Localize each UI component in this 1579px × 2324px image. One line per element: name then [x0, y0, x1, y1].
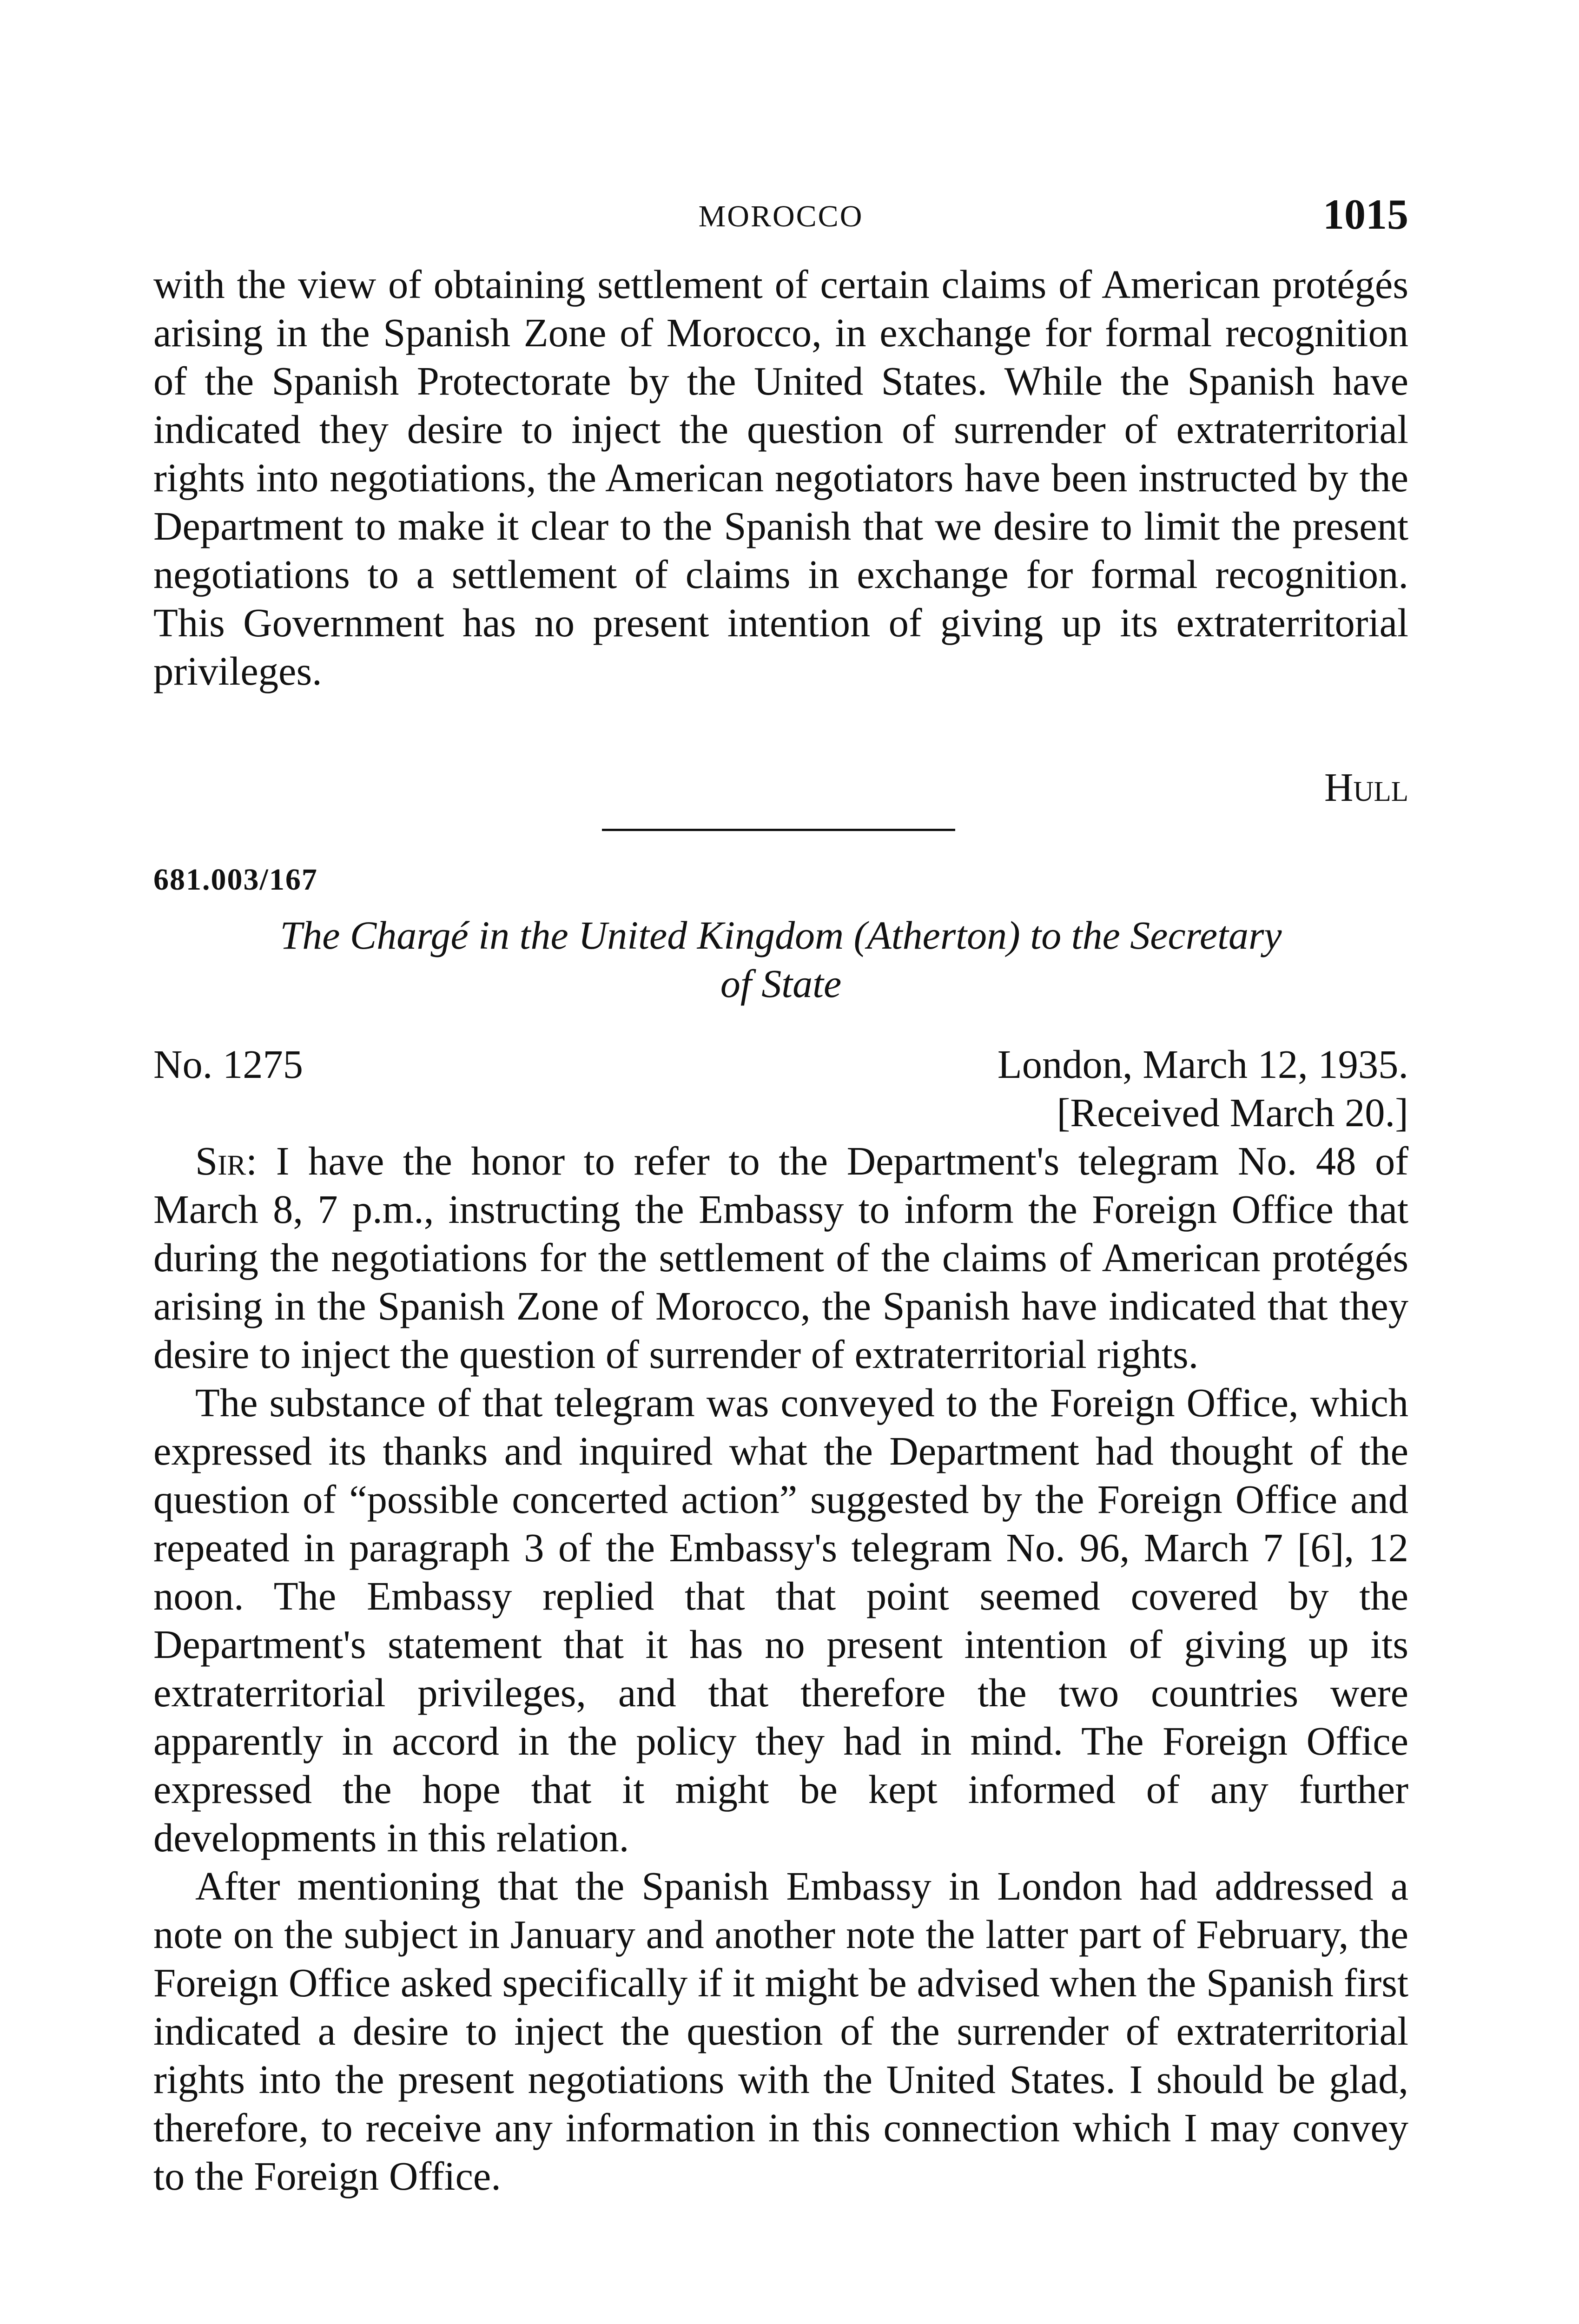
body-paragraph: [153, 1137, 1408, 1379]
received-date: [Received March 20.]: [1057, 1090, 1408, 1135]
section-divider: [602, 829, 955, 831]
running-title: MOROCCO: [698, 199, 864, 233]
page-header: [153, 190, 1408, 241]
dateline: [998, 1040, 1408, 1137]
body-paragraph-text: I have the honor to refer to the Department's telegram No. 48 of March 8, 7 p.m., instructing the Embassy to inform the Foreign Office that during the negotiations for the settlement of the claims of American protégés arising in the Spanish Zone of Morocco, the Spanish have indicated that they desire to inject the question of surrender of extraterritorial rights.: [153, 1139, 1408, 1377]
signature-hull: Hull: [1324, 765, 1408, 810]
continuation-text-block: [153, 260, 1408, 695]
letter-body: [153, 1137, 1408, 2200]
salutation: Sir:: [195, 1139, 258, 1183]
file-number: 681.003/167: [153, 863, 318, 897]
document-title: [153, 911, 1408, 1008]
document-title-line: of State: [720, 961, 842, 1006]
document-number: No. 1275: [153, 1042, 303, 1087]
document-title-line: The Chargé in the United Kingdom (Atherton) to the Secretary: [280, 913, 1282, 957]
dateline-place-date: London, March 12, 1935.: [997, 1042, 1408, 1087]
body-paragraph: After mentioning that the Spanish Embassy in London had addressed a note on the subject in January and another note the latter part of February, the Foreign Office asked specifically if it might be advised when the Spanish first indicated a desire to inject the question of the surrender of extraterritorial rights into the present negotiations with the United States. I should be glad, therefore, to receive any information in this connection which I may convey to the Foreign Office.: [153, 1864, 1408, 2199]
continuation-paragraph: with the view of obtaining settlement of certain claims of American protégés arising in the Spanish Zone of Morocco, in exchange for formal recognition of the Spanish Protectorate by the United States. While the Spanish have indicated they desire to inject the question of surrender of extraterritorial rights into negotiations, the American negotiators have been instructed by the Department to make it clear to the Spanish that we desire to limit the present negotiations to a settlement of claims in exchange for formal recognition. This Government has no present intention of giving up its extraterritorial privileges.: [153, 262, 1408, 693]
page-number: 1015: [1323, 191, 1408, 238]
body-paragraph: The substance of that telegram was conveyed to the Foreign Office, which expressed its thanks and inquired what the Department had thought of the question of “possible concerted action” suggested by the Foreign Office and repeated in paragraph 3 of the Embassy's telegram No. 96, March 7 [6], 12 noon. The Embassy replied that that point seemed covered by the Department's statement that it has no present intention of giving up its extraterritorial privileges, and that therefore the two countries were apparently in accord in the policy they had in mind. The Foreign Office expressed the hope that it might be kept informed of any further developments in this relation.: [153, 1380, 1408, 1860]
